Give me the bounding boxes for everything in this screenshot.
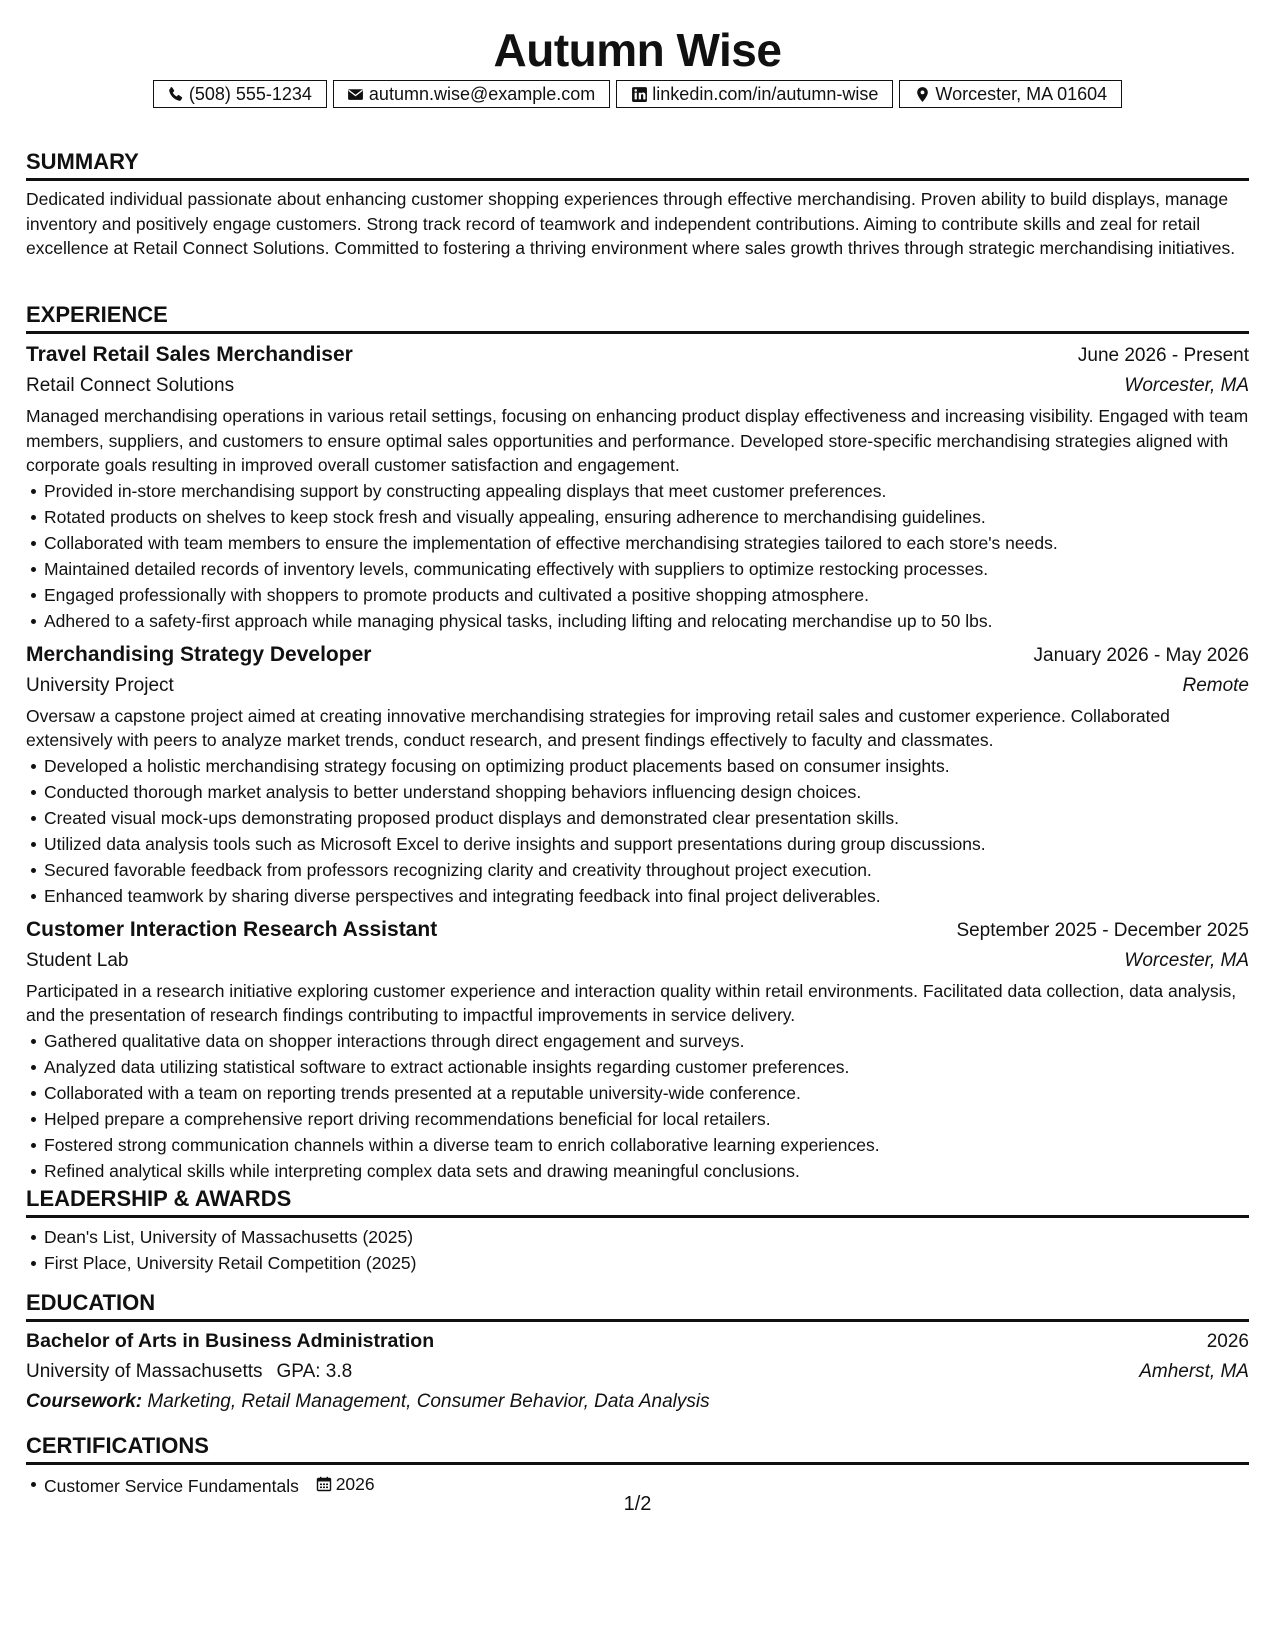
job-date: June 2026 - Present <box>1077 345 1249 366</box>
list-item: Analyzed data utilizing statistical software to extract actionable insights regarding customer preferences. <box>44 1054 1249 1080</box>
list-item: Engaged professionally with shoppers to promote products and cultivated a positive shopping atmosphere. <box>44 582 1249 608</box>
summary-section <box>26 148 1249 261</box>
list-item: Developed a holistic merchandising strategy focusing on optimizing product placements based on consumer insights. <box>44 753 1249 779</box>
resume-page <box>26 0 1249 1515</box>
job-bullets <box>26 1028 1249 1184</box>
leadership-section <box>26 1185 1249 1276</box>
contact-email[interactable] <box>333 80 610 108</box>
linkedin-text: linkedin.com/in/autumn-wise <box>652 83 879 104</box>
job-description: Managed merchandising operations in various retail settings, focusing on enhancing product display effectiveness and increasing visibility. Engaged with team members, suppliers, and customers to ensure optimal sales opportunities and performance. Developed store-specific merchandising strategies aligned with corporate goals resulting in improved overall customer satisfaction and engagement. <box>26 406 1249 475</box>
degree-title: Bachelor of Arts in Business Administration <box>26 1330 435 1352</box>
phone-icon <box>166 84 186 104</box>
location-text: Worcester, MA 01604 <box>935 83 1108 104</box>
experience-section <box>26 301 1249 1184</box>
certifications-section <box>26 1432 1249 1499</box>
job-location: Worcester, MA <box>1124 375 1249 396</box>
job-title: Customer Interaction Research Assistant <box>26 917 438 941</box>
candidate-name: Autumn Wise <box>493 24 782 76</box>
page-number: 1/2 <box>623 1493 652 1515</box>
job-bullets <box>26 478 1249 634</box>
certifications-heading: CERTIFICATIONS <box>26 1432 1249 1465</box>
certification-year: 2026 <box>335 1474 375 1494</box>
job-date: September 2025 - December 2025 <box>956 919 1249 941</box>
list-item: Collaborated with a team on reporting trends presented at a reputable university-wide conference. <box>44 1080 1249 1106</box>
job-entry <box>26 915 1249 1184</box>
list-item: Adhered to a safety-first approach while managing physical tasks, including lifting and relocating merchandise up to 50 lbs. <box>44 608 1249 634</box>
list-item: Conducted thorough market analysis to better understand shopping behaviors influencing design choices. <box>44 779 1249 805</box>
gpa: GPA: 3.8 <box>276 1361 353 1382</box>
school-location: Amherst, MA <box>1139 1361 1249 1382</box>
graduation-year: 2026 <box>1206 1331 1249 1352</box>
certification-name: Customer Service Fundamentals <box>44 1476 299 1496</box>
job-description: Oversaw a capstone project aimed at creating innovative merchandising strategies for improving retail sales and customer experience. Collaborated extensively with peers to analyze market trends, conduct research, and present findings effectively to faculty and classmates. <box>26 705 1170 750</box>
list-item: Created visual mock-ups demonstrating proposed product displays and demonstrated clear presentation skills. <box>44 805 1249 831</box>
job-title: Merchandising Strategy Developer <box>26 642 372 666</box>
job-title: Travel Retail Sales Merchandiser <box>26 343 353 366</box>
job-bullets <box>26 753 1249 909</box>
list-item: Dean's List, University of Massachusetts (2025) <box>44 1224 1249 1250</box>
school-name: University of Massachusetts <box>26 1361 263 1382</box>
experience-heading: EXPERIENCE <box>26 301 1249 334</box>
contact-phone[interactable] <box>153 80 327 108</box>
map-pin-icon <box>912 84 932 104</box>
leadership-heading: LEADERSHIP & AWARDS <box>26 1185 1249 1218</box>
list-item: Gathered qualitative data on shopper interactions through direct engagement and surveys. <box>44 1028 1249 1054</box>
job-date: January 2026 - May 2026 <box>1033 644 1249 666</box>
job-location: Remote <box>1182 674 1249 696</box>
contact-location[interactable] <box>899 80 1122 108</box>
contact-linkedin[interactable] <box>616 80 893 108</box>
job-organization: University Project <box>26 674 174 696</box>
list-item: Enhanced teamwork by sharing diverse perspectives and integrating feedback into final project deliverables. <box>44 883 1249 909</box>
contact-bar <box>26 80 1249 108</box>
list-item: Utilized data analysis tools such as Microsoft Excel to derive insights and support presentations during group discussions. <box>44 831 1249 857</box>
list-item: Rotated products on shelves to keep stock fresh and visually appealing, ensuring adherence to merchandising guidelines. <box>44 504 1249 530</box>
summary-text: Dedicated individual passionate about enhancing customer shopping experiences through effective merchandising. Proven ability to build displays, manage inventory and positively engage customers. Strong track record of teamwork and independent contributions. Aiming to contribute skills and zeal for retail excellence at Retail Connect Solutions. Committed to fostering a thriving environment where sales growth thrives through strategic merchandising initiatives. <box>26 189 1236 258</box>
envelope-icon <box>346 84 366 104</box>
list-item: Maintained detailed records of inventory levels, communicating effectively with suppliers to optimize restocking processes. <box>44 556 1249 582</box>
job-description: Participated in a research initiative exploring customer experience and interaction quality within retail environments. Facilitated data collection, data analysis, and the presentation of research findings contributing to impactful improvements in service delivery. <box>26 980 1237 1025</box>
job-entry <box>26 640 1249 909</box>
list-item: Secured favorable feedback from professors recognizing clarity and creativity throughout project execution. <box>44 857 1249 883</box>
calendar-icon <box>316 1476 336 1492</box>
summary-heading: SUMMARY <box>26 148 1249 181</box>
coursework-list: Marketing, Retail Management, Consumer Behavior, Data Analysis <box>147 1391 710 1412</box>
job-entry <box>26 340 1249 634</box>
education-section <box>26 1289 1249 1417</box>
list-item: Collaborated with team members to ensure the implementation of effective merchandising strategies tailored to each store's needs. <box>44 530 1249 556</box>
email-text: autumn.wise@example.com <box>368 83 596 104</box>
education-heading: EDUCATION <box>26 1289 1249 1322</box>
coursework-label: Coursework: <box>26 1391 143 1412</box>
job-organization: Student Lab <box>26 949 129 971</box>
list-item: Provided in-store merchandising support by constructing appealing displays that meet customer preferences. <box>44 478 1249 504</box>
linkedin-icon <box>629 84 649 104</box>
list-item: First Place, University Retail Competition (2025) <box>44 1250 1249 1276</box>
list-item: Helped prepare a comprehensive report driving recommendations beneficial for local retailers. <box>44 1106 1249 1132</box>
job-organization: Retail Connect Solutions <box>26 375 235 396</box>
list-item: Refined analytical skills while interpreting complex data sets and drawing meaningful conclusions. <box>44 1158 1249 1184</box>
list-item: Fostered strong communication channels within a diverse team to enrich collaborative learning experiences. <box>44 1132 1249 1158</box>
leadership-list <box>26 1224 1249 1276</box>
job-location: Worcester, MA <box>1124 949 1249 971</box>
phone-text: (508) 555-1234 <box>188 83 312 104</box>
coursework <box>26 1387 1249 1417</box>
